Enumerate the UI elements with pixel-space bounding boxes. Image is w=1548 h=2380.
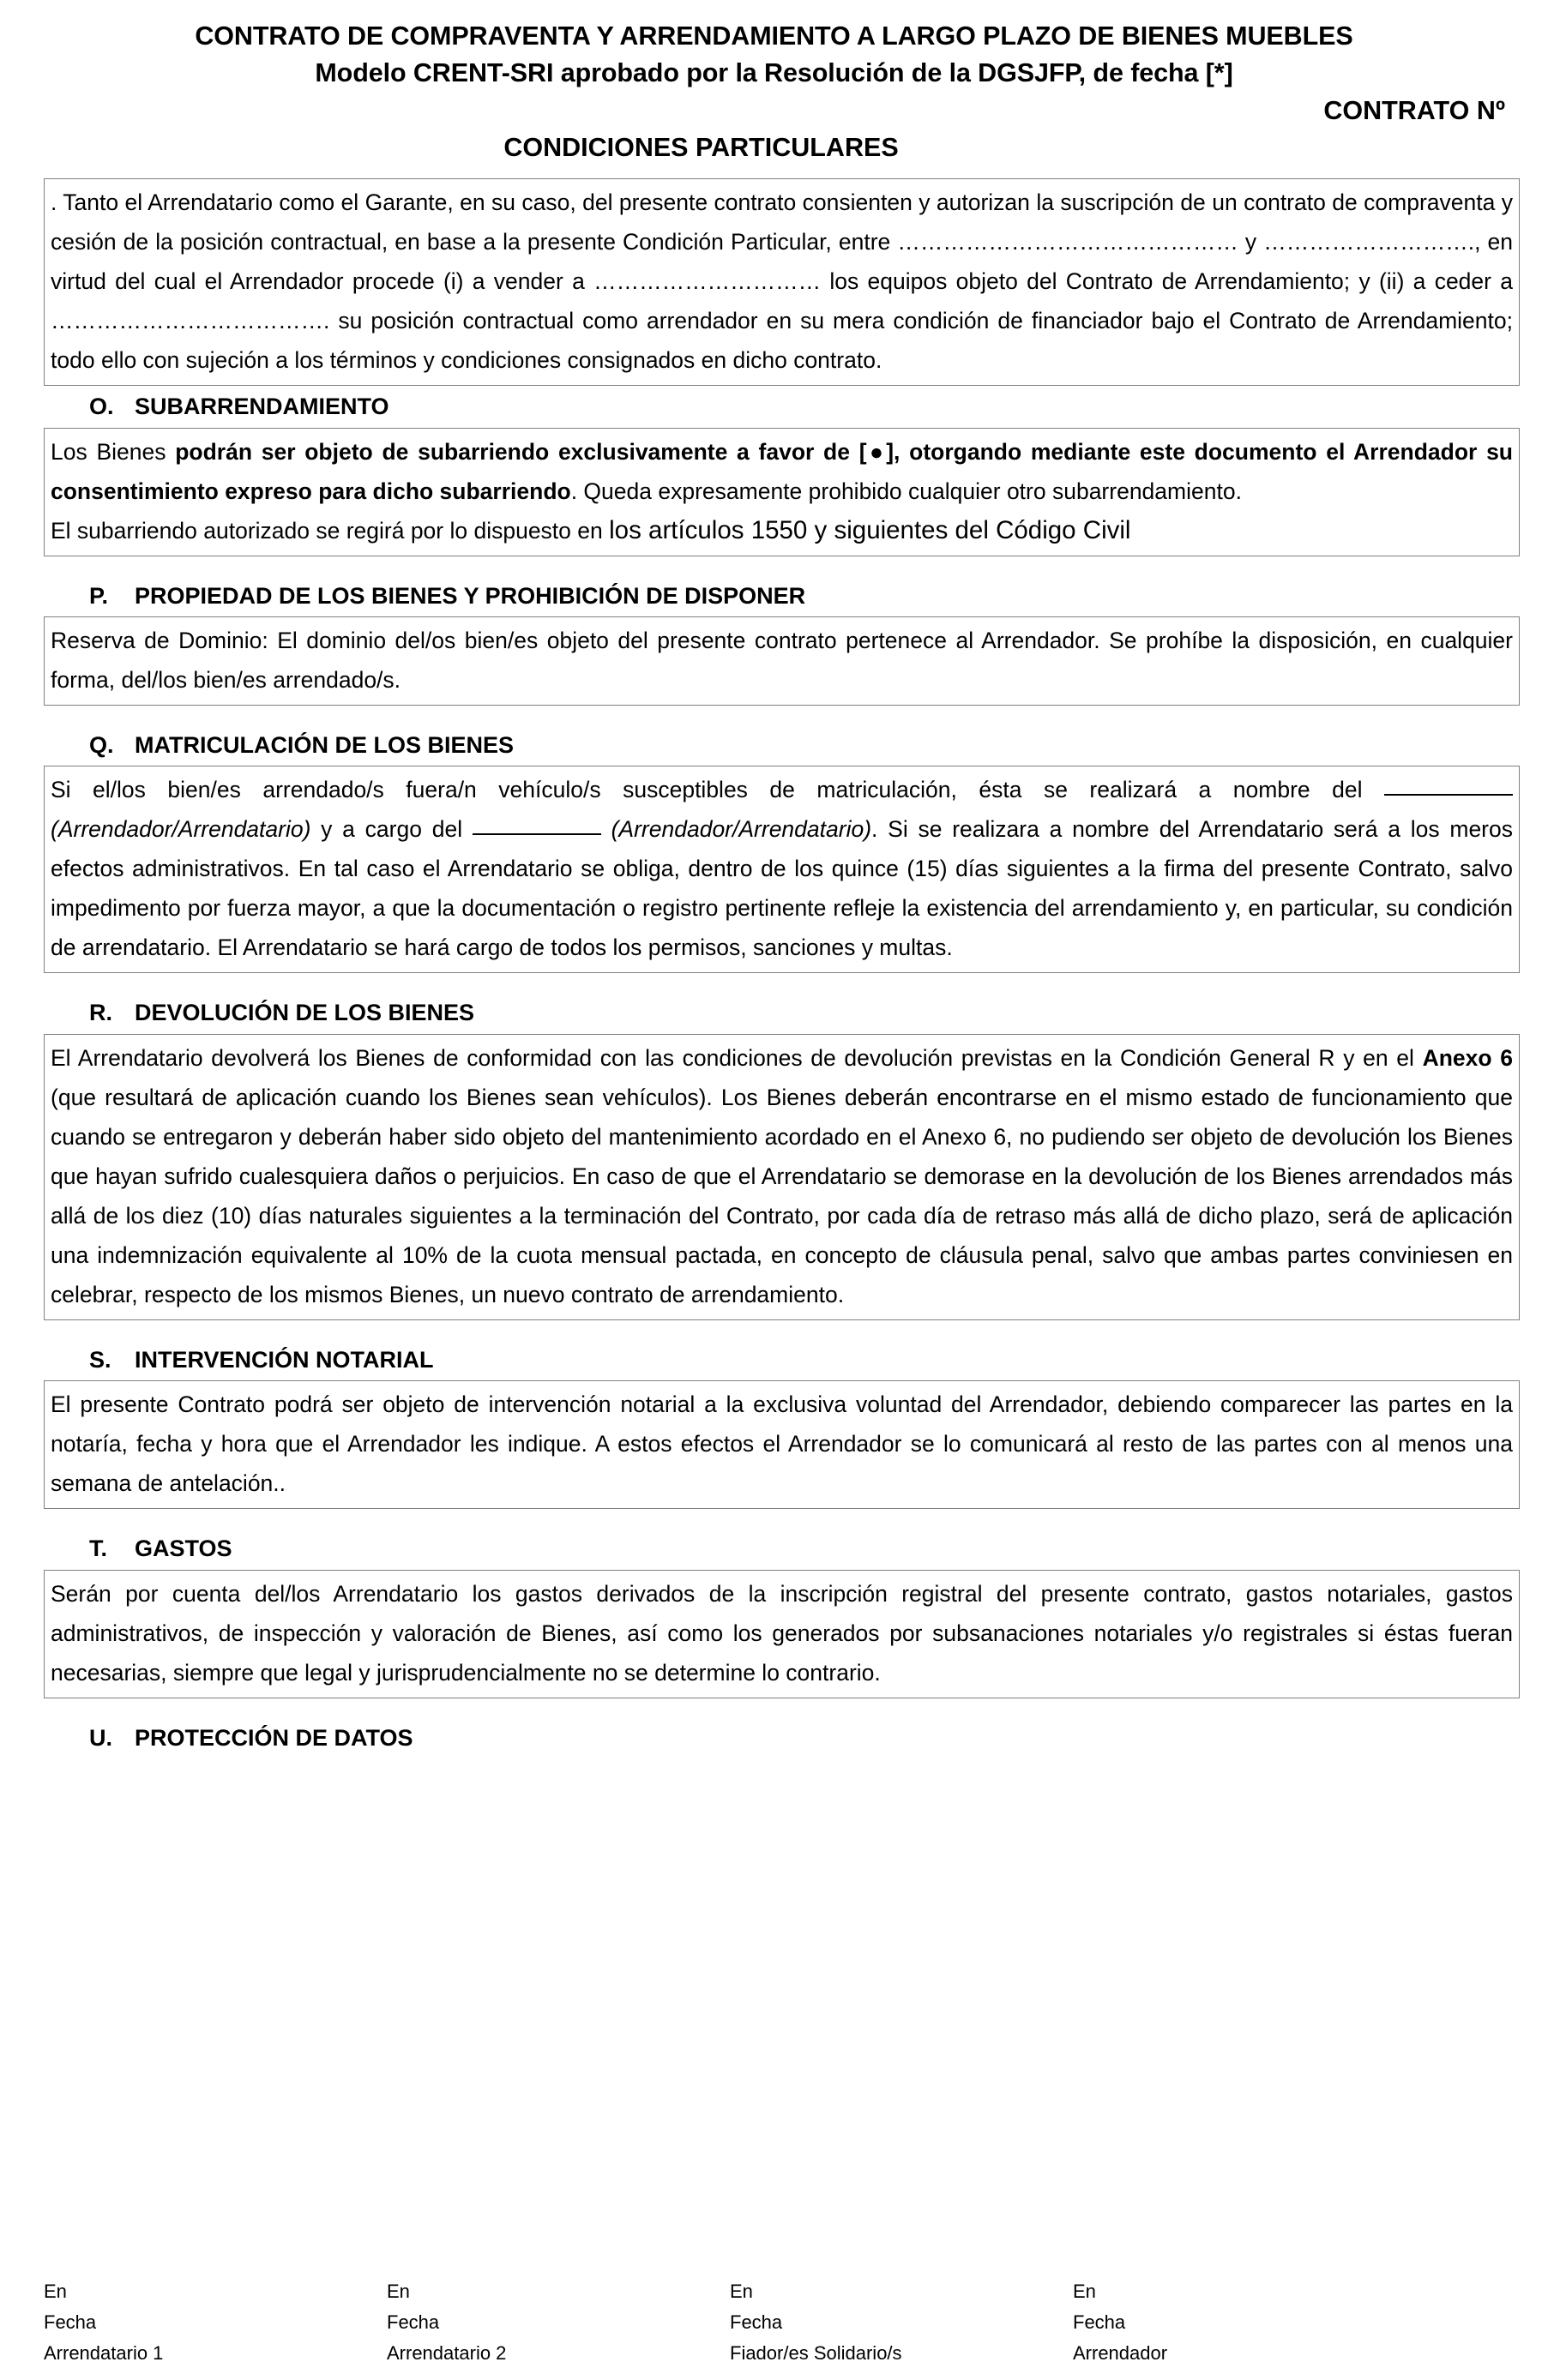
document-body xyxy=(0,178,1548,1752)
spacer xyxy=(44,1027,1520,1034)
signature-column xyxy=(387,2276,730,2369)
body-text: El presente Contrato podrá ser objeto de intervención notarial a la exclusiva voluntad del Arrendador, debiendo comparecer las partes en la notaría, fecha y hora que el Arrendador les indique. A estos efectos el Arrendador se lo comunicará al resto de las partes con al menos una semana de antelación.. xyxy=(51,1391,1513,1497)
section-heading-r xyxy=(44,999,1520,1026)
section-heading-q xyxy=(44,731,1520,759)
fill-in-blank[interactable] xyxy=(1384,794,1513,796)
section-letter: P. xyxy=(89,582,109,609)
italic-text: (Arrendador/Arrendatario) xyxy=(611,816,872,843)
signature-date-label: Fecha xyxy=(730,2311,783,2333)
section-letter: S. xyxy=(89,1346,111,1373)
section-title: INTERVENCIÓN NOTARIAL xyxy=(135,1346,434,1373)
intro-paragraph: . Tanto el Arrendatario como el Garante, en su caso, del presente contrato consienten y autorizan la suscripción de un contrato de compraventa y cesión de la posición contractual, en base a la presente Condición Particular, entre ……………………………………… y ………………………., en virtud del cual el Arrendador procede (i) a vender a ………………………… los equipos objeto del Contrato de Arrendamiento; y (ii) a ceder a ………………………………. su posición contractual como arrendador en su mera condición de financiador bajo el Contrato de Arrendamiento; todo ello con sujeción a los términos y condiciones consignados en dicho contrato. xyxy=(51,189,1513,374)
body-text: Serán por cuenta del/los Arrendatario los gastos derivados de la inscripción registral del presente contrato, gastos notariales, gastos administrativos, de inspección y valoración de Bienes, así como los generados por subsanaciones notariales y/o registrales si éstas fueran necesarias, siempre que legal y jurisprudencialmente no se determine lo contrario. xyxy=(51,1580,1513,1686)
bold-text: Anexo 6 xyxy=(1422,1044,1513,1071)
section-paragraph xyxy=(51,511,1513,550)
emphasis-text: los artículos 1550 y siguientes del Código Civil xyxy=(609,515,1131,544)
signature-party-label: Arrendatario 1 xyxy=(44,2342,164,2364)
section-paragraph xyxy=(51,621,1513,700)
section-letter: T. xyxy=(89,1536,108,1562)
section-heading-t xyxy=(44,1535,1520,1562)
body-text: . Si se realizara a nombre del Arrendatario será a los meros efectos administrativos. En tal caso el Arrendatario se obliga, dentro de los quince (15) días siguientes a la firma del presente Contrato, salvo impedimento por fuerza mayor, a que la documentación o registro pertinente refleje la existencia del arrendamiento y, en particular, su condición de arrendatario. El Arrendatario se hará cargo de todos los permisos, sanciones y multas. xyxy=(51,816,1513,961)
spacer xyxy=(44,1698,1520,1724)
section-heading-o xyxy=(44,393,1520,420)
signature-date-label: Fecha xyxy=(44,2311,97,2333)
document-subtitle: CONDICIONES PARTICULARES xyxy=(503,132,899,162)
section-paragraph xyxy=(51,770,1513,967)
body-text: Reserva de Dominio: El dominio del/os bien/es objeto del presente contrato pertenece al Arrendador. Se prohíbe la disposición, en cualquier forma, del/los bien/es arrendado/s. xyxy=(51,628,1513,694)
signature-place-label: En xyxy=(387,2281,410,2302)
signature-block xyxy=(44,2276,1502,2369)
section-heading-p xyxy=(44,582,1520,610)
body-text xyxy=(601,816,611,842)
bold-text: podrán ser objeto de subarriendo exclusivamente a favor de [●], otorgando mediante este documento el Arrendador su consentimiento expreso para dicho subarriendo xyxy=(51,438,1513,504)
spacer xyxy=(44,1509,1520,1535)
spacer xyxy=(44,1563,1520,1570)
spacer-after-title xyxy=(0,165,1548,178)
section-text-box xyxy=(44,1380,1520,1509)
section-letter: Q. xyxy=(89,732,114,759)
signature-date-label: Fecha xyxy=(387,2311,440,2333)
signature-place-label: En xyxy=(44,2281,67,2302)
signature-place-label: En xyxy=(1073,2281,1096,2302)
body-text: y a cargo del xyxy=(310,816,473,843)
spacer xyxy=(44,556,1520,582)
spacer xyxy=(44,1373,1520,1380)
body-text: Si el/los bien/es arrendado/s fuera/n vehículo/s susceptibles de matriculación, ésta se realizará a nombre del xyxy=(51,777,1384,803)
signature-party-label: Arrendador xyxy=(1073,2342,1168,2364)
italic-text: (Arrendador/Arrendatario) xyxy=(51,816,311,843)
contract-number-label: CONTRATO Nº xyxy=(1323,96,1505,126)
section-title: PROPIEDAD DE LOS BIENES Y PROHIBICIÓN DE DISPONER xyxy=(135,582,806,609)
section-text-box xyxy=(44,1034,1520,1320)
signature-place-label: En xyxy=(730,2281,753,2302)
document-title-line-1: CONTRATO DE COMPRAVENTA Y ARRENDAMIENTO A LARGO PLAZO DE BIENES MUEBLES xyxy=(195,21,1353,51)
section-paragraph xyxy=(51,1038,1513,1314)
signature-column xyxy=(44,2276,387,2369)
body-text: (que resultará de aplicación cuando los Bienes sean vehículos). Los Bienes deberán encontrarse en el mismo estado de funcionamiento que cuando se entregaron y deberán haber sido objeto del mantenimiento acordado en el Anexo 6, no pudiendo ser objeto de devolución los Bienes que hayan sufrido cualesquiera daños o perjuicios. En caso de que el Arrendatario se demorase en la devolución de los Bienes arrendados más allá de los diez (10) días naturales siguientes a la terminación del Contrato, por cada día de retraso más allá de dicho plazo, será de aplicación una indemnización equivalente al 10% de la cuota mensual pactada, en concepto de cláusula penal, salvo que ambas partes conviniesen en celebrar, respecto de los mismos Bienes, un nuevo contrato de arrendamiento. xyxy=(51,1084,1513,1307)
fill-in-blank[interactable] xyxy=(473,833,601,835)
signature-party-label: Fiador/es Solidario/s xyxy=(730,2342,902,2364)
section-letter: R. xyxy=(89,1000,112,1026)
spacer xyxy=(44,973,1520,999)
spacer xyxy=(44,386,1520,393)
section-paragraph xyxy=(51,1574,1513,1692)
body-text: El Arrendatario devolverá los Bienes de conformidad con las condiciones de devolución previstas en la Condición General R y en el xyxy=(51,1044,1423,1071)
section-title: DEVOLUCIÓN DE LOS BIENES xyxy=(135,1000,475,1026)
section-paragraph xyxy=(51,1385,1513,1503)
spacer xyxy=(44,759,1520,766)
section-heading-s xyxy=(44,1346,1520,1373)
section-title: GASTOS xyxy=(135,1536,232,1562)
section-text-box xyxy=(44,1570,1520,1698)
section-title: SUBARRENDAMIENTO xyxy=(135,394,389,420)
spacer xyxy=(44,421,1520,428)
section-letter: O. xyxy=(89,394,114,420)
section-paragraph xyxy=(51,432,1513,511)
signature-column xyxy=(1073,2276,1416,2369)
section-title: PROTECCIÓN DE DATOS xyxy=(135,1724,413,1751)
intro-text-box xyxy=(44,178,1520,386)
section-title: MATRICULACIÓN DE LOS BIENES xyxy=(135,732,515,759)
section-text-box xyxy=(44,766,1520,973)
signature-date-label: Fecha xyxy=(1073,2311,1126,2333)
body-text: Los Bienes xyxy=(51,438,176,465)
signature-column xyxy=(730,2276,1073,2369)
section-text-box xyxy=(44,428,1520,556)
section-text-box xyxy=(44,616,1520,706)
body-text: El subarriendo autorizado se regirá por lo dispuesto en xyxy=(51,517,610,544)
spacer xyxy=(44,610,1520,616)
spacer xyxy=(44,1320,1520,1346)
section-heading-u xyxy=(44,1724,1520,1752)
spacer xyxy=(44,706,1520,731)
document-title-line-2: Modelo CRENT-SRI aprobado por la Resolución de la DGSJFP, de fecha [*] xyxy=(315,57,1233,87)
document-title-block xyxy=(0,0,1548,165)
section-letter: U. xyxy=(89,1724,112,1751)
body-text: . Queda expresamente prohibido cualquier otro subarrendamiento. xyxy=(570,478,1242,504)
signature-party-label: Arrendatario 2 xyxy=(387,2342,507,2364)
sections-container xyxy=(44,386,1520,1752)
